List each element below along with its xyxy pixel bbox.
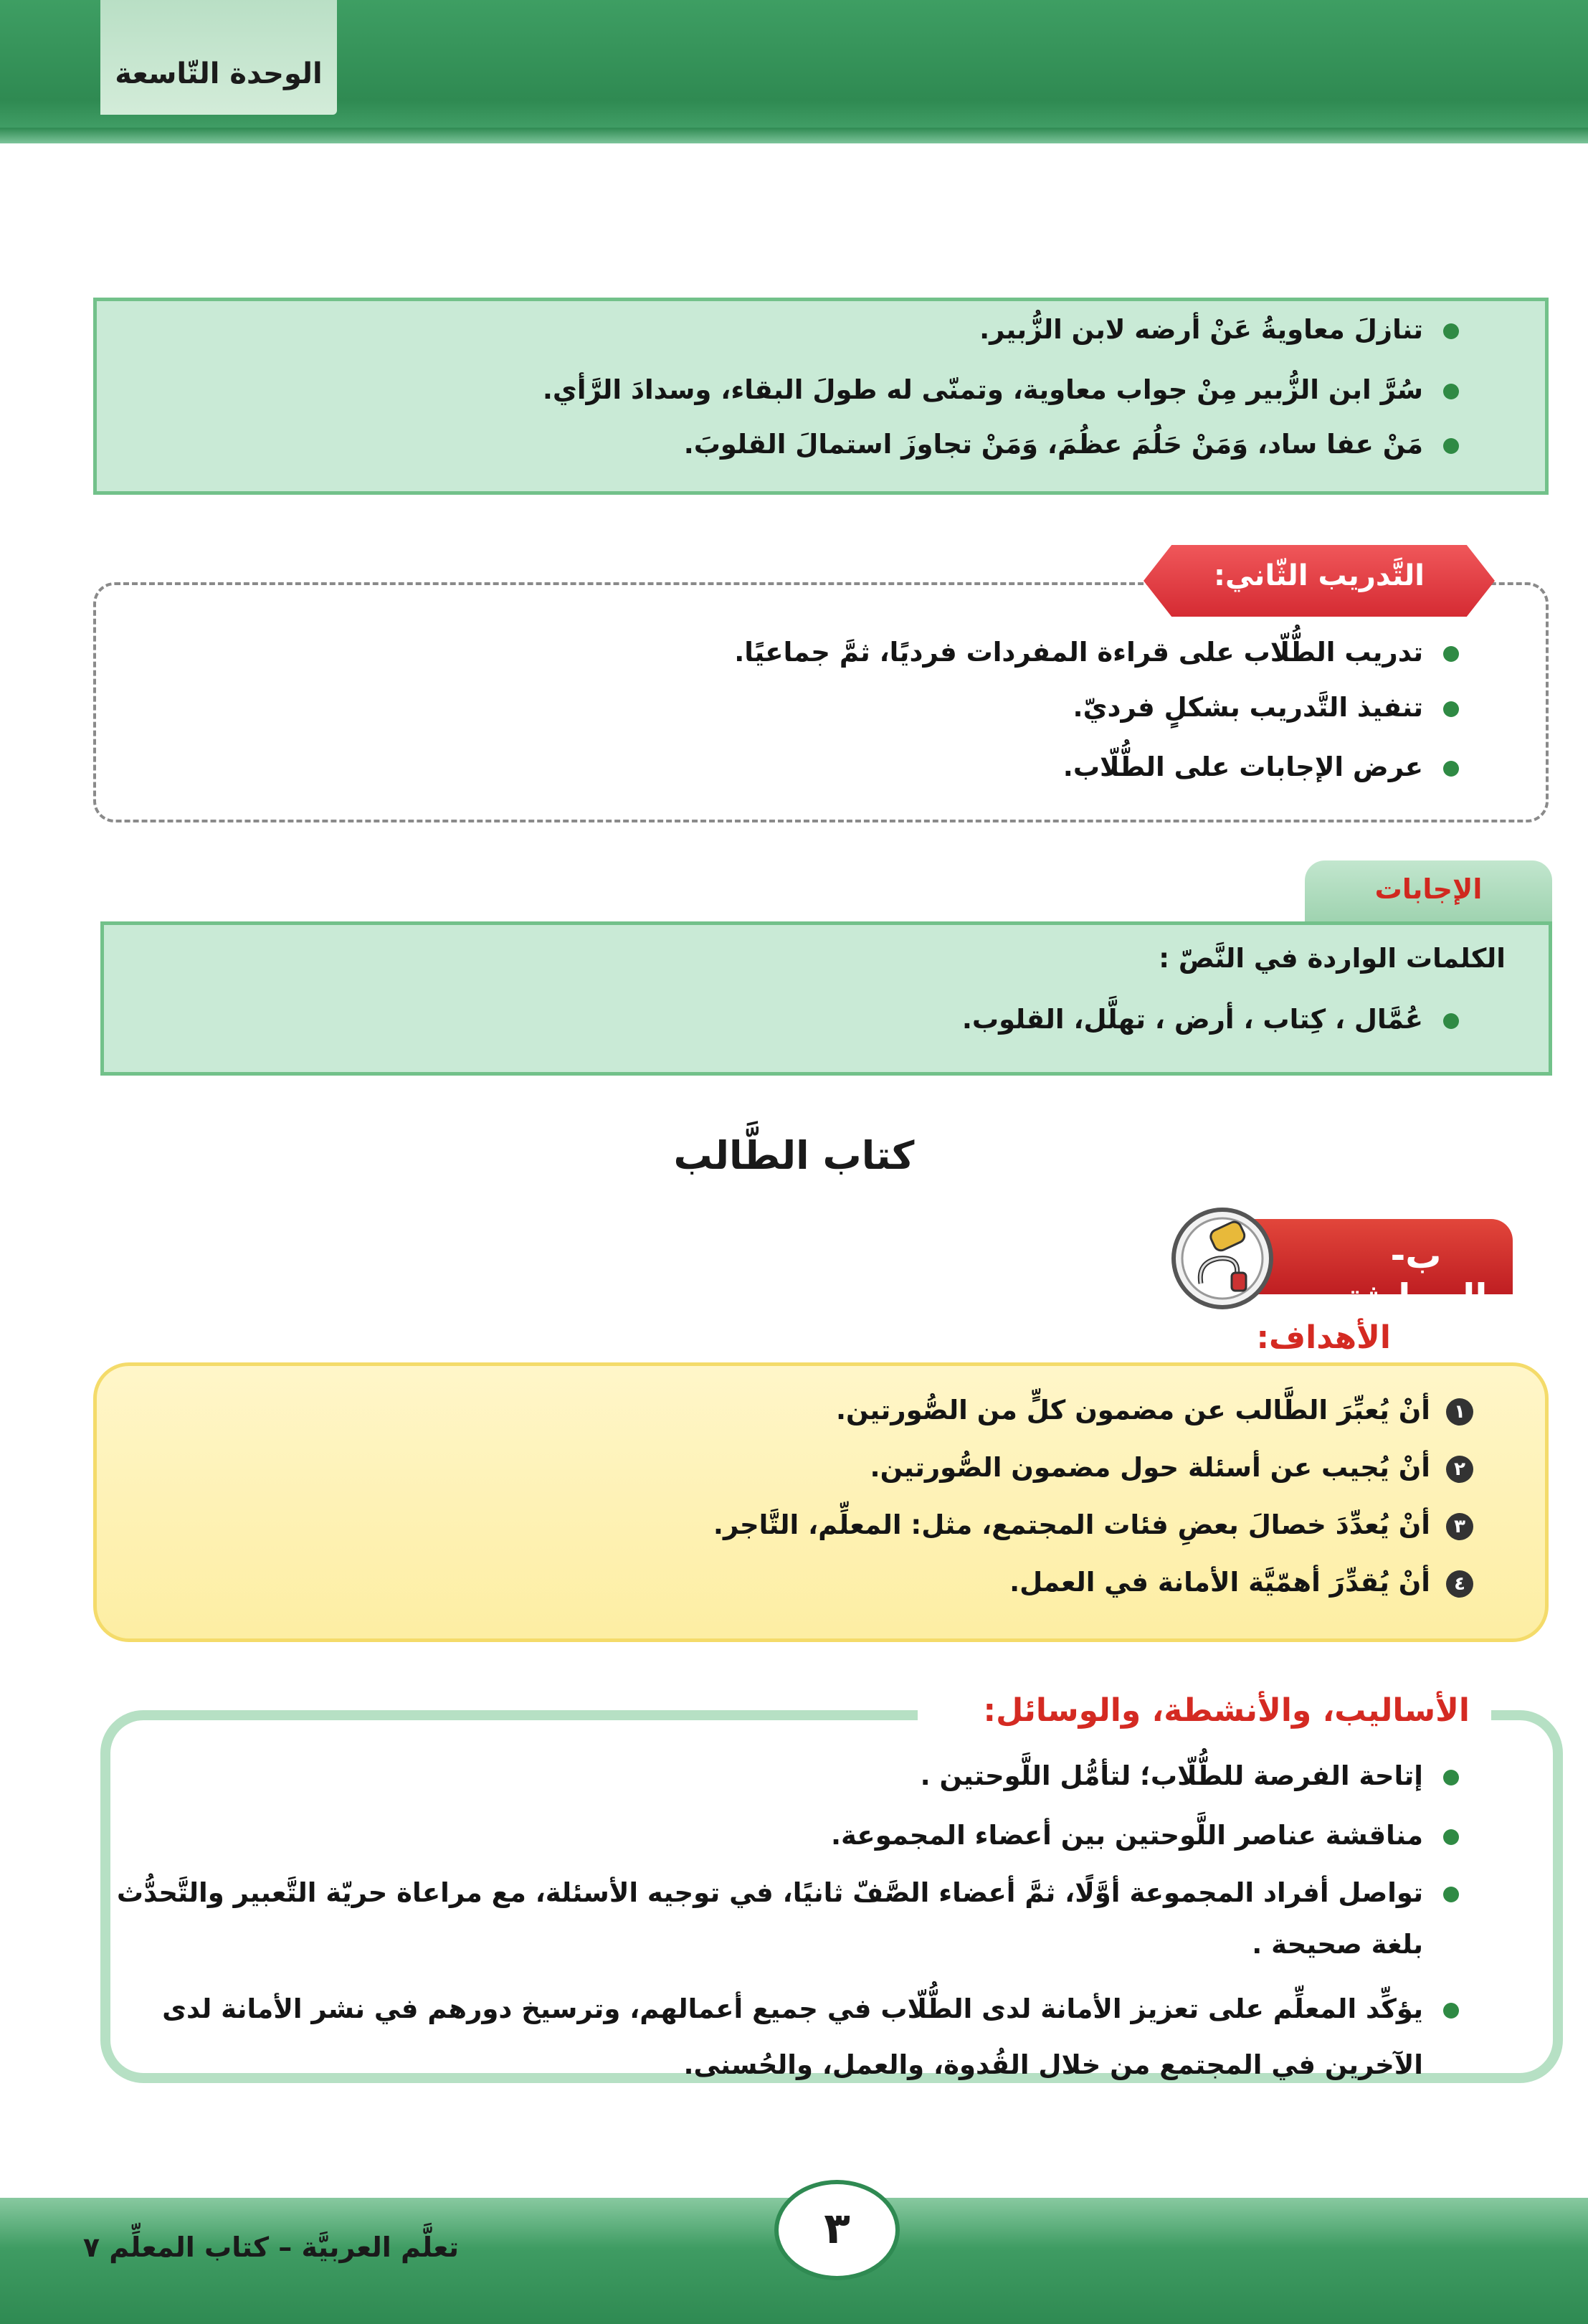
goal-number: ١ <box>1446 1398 1473 1426</box>
training-item: تدريب الطُّلّاب على قراءة المفردات فرديًا، ثمَّ جماعيًا. <box>734 637 1459 668</box>
goal-number: ٢ <box>1446 1456 1473 1483</box>
bullet-icon <box>1443 384 1459 399</box>
bullet-icon <box>1443 1013 1459 1029</box>
bullet-icon <box>1443 438 1459 454</box>
header-edge <box>0 128 1588 143</box>
goal-item: ٢أنْ يُجيب عن أسئلة حول مضمون الصُّورتين. <box>870 1452 1473 1483</box>
bullet-icon <box>1443 323 1459 339</box>
methods-title: الأساليب، والأنشطة، والوسائل: <box>983 1692 1470 1729</box>
bullet-icon <box>1443 1887 1459 1902</box>
method-item: مناقشة عناصر اللَّوحتين بين أعضاء المجموعة. <box>831 1820 1459 1851</box>
method-item-continued: الآخرين في المجتمع من خلال القُدوة، والعمل، والحُسنى. <box>683 2049 1423 2080</box>
summary-item: سُرَّ ابن الزُّبير مِنْ جواب معاوية، وتمنّى له طولَ البقاء، وسدادَ الرَّأي. <box>543 374 1459 405</box>
method-item: إتاحة الفرصة للطُّلّاب؛ لتأمُّل اللَّوحتين . <box>921 1760 1459 1791</box>
summary-item: مَنْ عفا ساد، وَمَنْ حَلُمَ عظُمَ، وَمَنْ تجاوزَ استمالَ القلوبَ. <box>684 429 1459 460</box>
goal-item: ٤أنْ يُقدِّرَ أهمّيَّة الأمانة في العمل. <box>1009 1567 1473 1598</box>
training-title: التَّدريب الثّاني: <box>1213 559 1425 592</box>
goal-number: ٣ <box>1446 1513 1473 1540</box>
bullet-icon <box>1443 2003 1459 2019</box>
bullet-icon <box>1443 701 1459 717</box>
goal-item: ١أنْ يُعبِّرَ الطَّالب عن مضمون كلٍّ من الصُّورتين. <box>836 1395 1473 1426</box>
unit-label: الوحدة التّاسعة <box>115 57 323 90</box>
conversation-label: ب- المحادثة <box>1344 1235 1488 1318</box>
section-title: كتاب الطَّالب <box>673 1133 915 1178</box>
bullet-icon <box>1443 1770 1459 1785</box>
answers-item: عُمَّال ، كِتاب ، أرض ، تهلَّل، القلوب. <box>962 1004 1459 1035</box>
method-item: يؤكِّد المعلِّم على تعزيز الأمانة لدى الطُّلّاب في جميع أعمالهم، وترسيخ دورهم في نشر الأمانة لدى <box>162 1993 1459 2024</box>
page-number: ٣ <box>774 2180 900 2280</box>
answers-heading: الكلمات الواردة في النَّصّ : <box>1159 943 1506 974</box>
summary-item: تنازلَ معاويةُ عَنْ أرضه لابن الزُّبير. <box>979 314 1459 345</box>
book-title: تعلَّم العربيَّة – كتاب المعلِّم ٧ <box>82 2231 459 2263</box>
method-item-continued: بلغة صحيحة . <box>1252 1929 1423 1960</box>
speaker-icon <box>1169 1205 1276 1312</box>
bullet-icon <box>1443 1829 1459 1845</box>
answers-title: الإجابات <box>1374 873 1483 905</box>
goal-number: ٤ <box>1446 1570 1473 1598</box>
goals-title: الأهداف: <box>1256 1319 1391 1356</box>
training-item: عرض الإجابات على الطُّلّاب. <box>1063 751 1459 782</box>
method-item: تواصل أفراد المجموعة أوَّلًا، ثمَّ أعضاء الصَّفّ ثانيًا، في توجيه الأسئلة، مع مراعاة حريّة التَّعبير والتَّحدُّث <box>117 1877 1459 1908</box>
goal-item: ٣أنْ يُعدِّدَ خصالَ بعضِ فئات المجتمع، مثل: المعلِّم، التَّاجر. <box>713 1509 1473 1540</box>
training-item: تنفيذ التَّدريب بشكلٍ فرديّ. <box>1073 692 1459 723</box>
bullet-icon <box>1443 646 1459 662</box>
bullet-icon <box>1443 761 1459 777</box>
